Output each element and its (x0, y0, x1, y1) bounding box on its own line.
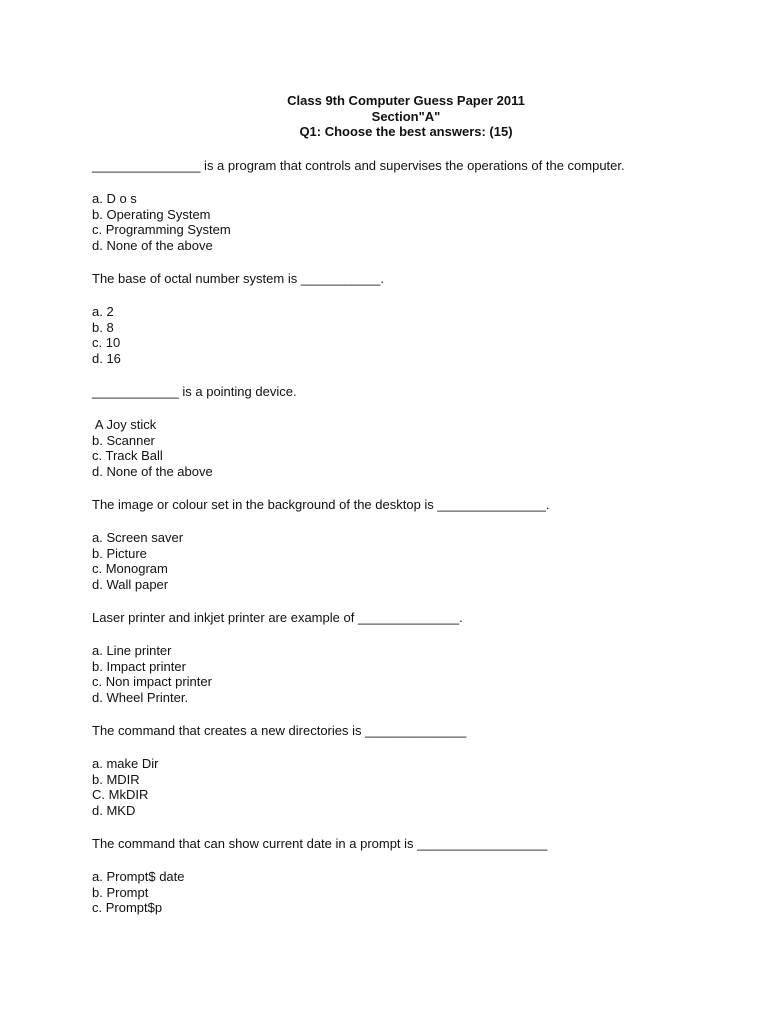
section-label: Section"A" (371, 108, 441, 124)
option-list (92, 869, 732, 916)
option-item: c. Programming System (92, 222, 231, 237)
question-block (92, 270, 732, 366)
question-text: _______________ is a program that controls and supervises the operations of the computer. (92, 158, 625, 173)
question-text: ____________ is a pointing device. (92, 384, 297, 399)
question-block (92, 157, 732, 253)
option-item: a. D o s (92, 191, 137, 206)
option-list (92, 530, 732, 592)
option-item: d. Wall paper (92, 576, 169, 592)
option-item: a. make Dir (92, 756, 159, 771)
option-item: b. 8 (92, 319, 114, 335)
question-text: The base of octal number system is ___________. (92, 271, 384, 286)
question-text: Laser printer and inkjet printer are example of ______________. (92, 610, 463, 625)
option-item: d. None of the above (92, 463, 213, 479)
option-item: d. None of the above (92, 237, 213, 253)
option-list (92, 191, 732, 253)
option-item: c. Non impact printer (92, 674, 212, 689)
option-item: a. Screen saver (92, 530, 184, 545)
question-block (92, 383, 732, 479)
option-item: b. Operating System (92, 206, 211, 222)
option-item: d. Wheel Printer. (92, 689, 189, 705)
option-item: a. 2 (92, 304, 114, 319)
question-text: The image or colour set in the background of the desktop is _______________. (92, 497, 550, 512)
option-list (92, 417, 732, 479)
option-list (92, 756, 732, 818)
option-item: b. MDIR (92, 771, 140, 787)
option-item: c. 10 (92, 335, 121, 350)
question-block (92, 835, 732, 916)
question-block (92, 722, 732, 818)
option-item: c. Track Ball (92, 448, 163, 463)
question-block (92, 496, 732, 592)
option-item: a. Prompt$ date (92, 869, 185, 884)
option-item: b. Impact printer (92, 658, 186, 674)
paper-header (0, 93, 768, 140)
question-text: The command that creates a new directories is ______________ (92, 723, 467, 738)
question-block (92, 609, 732, 705)
option-item: b. Picture (92, 545, 147, 561)
option-item: b. Scanner (92, 432, 155, 448)
option-item: b. Prompt (92, 884, 149, 900)
option-item: d. MKD (92, 802, 136, 818)
question-text: The command that can show current date in a prompt is __________________ (92, 836, 548, 851)
questions-list (92, 157, 732, 933)
option-list (92, 643, 732, 705)
option-list (92, 304, 732, 366)
option-item: c. Monogram (92, 561, 168, 576)
paper-title: Class 9th Computer Guess Paper 2011 (287, 93, 525, 108)
option-item: C. MkDIR (92, 787, 149, 802)
option-item: c. Prompt$p (92, 900, 163, 915)
option-item: d. 16 (92, 350, 121, 366)
option-item: a. Line printer (92, 643, 172, 658)
option-item: A Joy stick (92, 417, 157, 432)
question-instruction: Q1: Choose the best answers: (15) (299, 124, 513, 139)
